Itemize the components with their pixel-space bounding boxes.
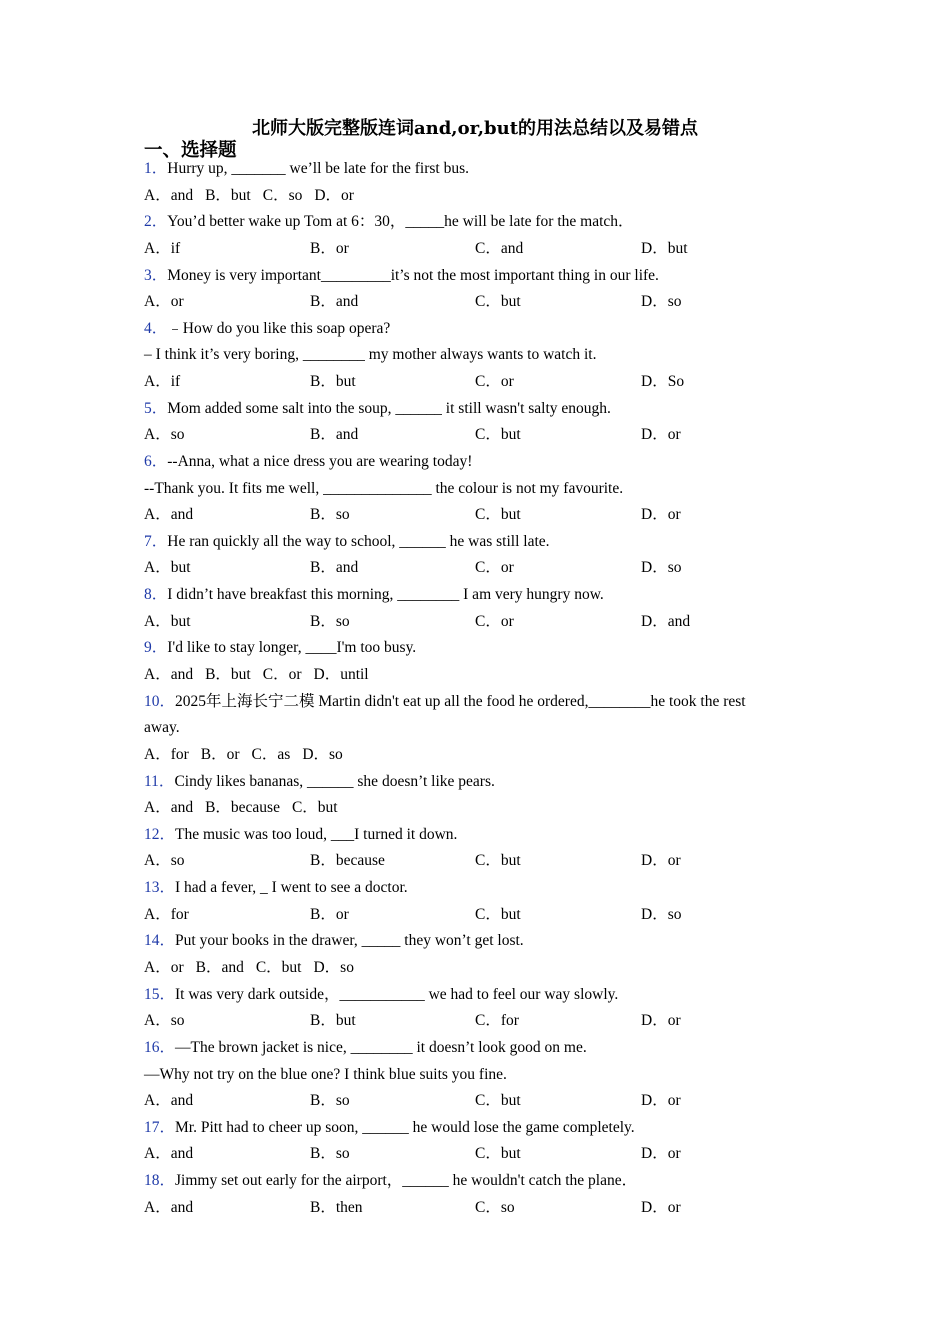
question-number: 4． (144, 319, 168, 337)
question-text: I didn’t have breakfast this morning, ________ I am very hungry now. (167, 586, 604, 604)
answer-option[interactable]: B．and (310, 293, 359, 311)
answer-option[interactable]: A．and (144, 665, 194, 683)
answer-option[interactable]: A．but (144, 612, 191, 630)
question-number: 18． (144, 1172, 176, 1190)
answer-option[interactable]: C．or (475, 372, 514, 390)
answer-option[interactable]: B．so (310, 1092, 350, 1109)
answer-option[interactable]: B．so (310, 506, 350, 523)
answer-option[interactable]: B．because (310, 852, 385, 870)
answer-option[interactable]: D．so (302, 745, 343, 763)
question-stem (144, 982, 804, 1008)
answer-option[interactable]: D．or (641, 426, 681, 444)
answer-option[interactable]: B．or (310, 905, 349, 923)
answer-option[interactable]: B．but (310, 1012, 356, 1030)
question-text: You’d better wake up Tom at 6：30，_____he will be late for the match． (167, 213, 634, 231)
answer-option[interactable]: A．and (144, 506, 194, 523)
question-number: 12． (144, 825, 176, 843)
answer-option[interactable]: A．so (144, 852, 185, 870)
question-text: Put your books in the drawer, _____ they won’t get lost. (175, 932, 524, 950)
answer-option[interactable]: C．but (255, 958, 302, 976)
answer-option[interactable]: D．so (641, 905, 682, 923)
answer-option[interactable]: D．or (641, 1092, 681, 1109)
question-text: away. (144, 719, 180, 737)
answer-option[interactable]: D．or (314, 186, 354, 204)
answer-option[interactable]: A．and (144, 186, 194, 204)
answer-option[interactable]: A．for (144, 745, 189, 763)
question-number: 6． (144, 453, 168, 470)
answer-option[interactable]: B．or (200, 745, 240, 763)
answer-option[interactable]: A．and (144, 1198, 194, 1216)
options-row (144, 955, 804, 981)
question-stem (144, 1115, 804, 1141)
question-text: Money is very important_________it’s not the most important thing in our life. (167, 266, 659, 284)
options-row (144, 236, 804, 262)
answer-option[interactable]: B．because (205, 799, 280, 816)
question-text: Mom added some salt into the soup, ______ it still wasn't salty enough. (167, 399, 611, 417)
answer-option[interactable]: B．so (310, 612, 350, 630)
question-number: 3． (144, 266, 168, 284)
answer-option[interactable]: D．so (641, 559, 682, 577)
answer-option[interactable]: A．and (144, 1092, 194, 1109)
answer-option[interactable]: A．or (144, 958, 184, 976)
answer-option[interactable]: C．for (475, 1012, 519, 1030)
question-stem (144, 928, 804, 954)
question-stem (144, 156, 804, 182)
question-text: 2025年上海长宁二模 Martin didn't eat up all the food he ordered,________he took the rest (175, 692, 746, 710)
answer-option[interactable]: A．and (144, 1145, 194, 1163)
options-row (144, 742, 804, 768)
question-text: Jimmy set out early for the airport，______ he wouldn't catch the plane． (175, 1172, 638, 1190)
options-row (144, 902, 804, 928)
answer-option[interactable]: A．but (144, 559, 191, 577)
question-stem (144, 822, 804, 848)
answer-option[interactable]: A．or (144, 293, 184, 311)
question-text: Mr. Pitt had to cheer up soon, ______ he would lose the game completely. (175, 1118, 635, 1136)
question-stem (144, 449, 804, 475)
answer-option[interactable]: C．but (475, 506, 521, 523)
question-stem (144, 1035, 804, 1061)
question-stem-continued (144, 476, 804, 502)
answer-option[interactable]: C．but (475, 905, 521, 923)
answer-option[interactable]: A．and (144, 799, 194, 816)
answer-option[interactable]: D．so (313, 958, 354, 976)
answer-option[interactable]: D．and (641, 612, 691, 630)
question-number: 5． (144, 399, 168, 417)
question-text: I had a fever, _ I went to see a doctor. (175, 879, 408, 897)
question-text: --Thank you. It fits me well, ______________ the colour is not my favourite. (144, 479, 624, 497)
question-text: It was very dark outside，___________ we had to feel our way slowly. (175, 985, 619, 1003)
question-stem (144, 316, 804, 342)
question-text: —Why not try on the blue one? I think blue suits you fine. (144, 1065, 507, 1083)
question-stem (144, 529, 804, 555)
question-stem-continued (144, 342, 804, 368)
question-text: Cindy likes bananas, ______ she doesn’t like pears. (174, 772, 495, 790)
answer-option[interactable]: D．So (641, 372, 685, 390)
options-row (144, 1141, 804, 1167)
question-number: 10． (144, 692, 176, 710)
answer-option[interactable]: C．or (475, 559, 514, 577)
answer-option[interactable]: A．so (144, 426, 185, 444)
question-stem (144, 396, 804, 422)
options-row (144, 369, 804, 395)
question-stem (144, 875, 804, 901)
answer-option[interactable]: A．for (144, 905, 189, 923)
question-number: 14． (144, 932, 176, 950)
answer-option[interactable]: C．but (475, 293, 521, 311)
question-stem-continued (144, 1062, 804, 1088)
options-row (144, 1195, 804, 1221)
question-stem (144, 209, 804, 235)
answer-option[interactable]: A．if (144, 372, 181, 390)
options-row (144, 183, 804, 209)
answer-option[interactable]: B．and (195, 958, 244, 976)
question-stem (144, 635, 804, 661)
options-row (144, 662, 804, 688)
answer-option[interactable]: B．but (310, 372, 356, 390)
answer-option[interactable]: C．so (262, 186, 303, 204)
options-row (144, 1008, 804, 1034)
options-row (144, 502, 804, 528)
options-row (144, 848, 804, 874)
answer-option[interactable]: C．but (475, 852, 521, 870)
answer-option[interactable]: D．but (641, 239, 688, 257)
question-stem-continued (144, 715, 804, 741)
answer-option[interactable]: B．so (310, 1145, 350, 1163)
answer-option[interactable]: B．and (310, 559, 359, 577)
answer-option[interactable]: D．or (641, 506, 681, 523)
answer-option[interactable]: B．or (310, 239, 349, 257)
answer-option[interactable]: D．or (641, 1145, 681, 1163)
answer-option[interactable]: D．or (641, 852, 681, 870)
answer-option[interactable]: C．as (251, 745, 291, 763)
question-stem (144, 582, 804, 608)
question-number: 17． (144, 1118, 176, 1136)
answer-option[interactable]: C．and (475, 239, 524, 257)
question-text: ﹣How do you like this soap opera? (167, 319, 391, 337)
answer-option[interactable]: C．but (475, 1092, 521, 1109)
answer-option[interactable]: B．and (310, 426, 359, 444)
answer-option[interactable]: A．if (144, 239, 181, 257)
question-text: He ran quickly all the way to school, ______ he was still late. (167, 532, 550, 550)
answer-option[interactable]: D．or (641, 1198, 681, 1216)
question-text: --Anna, what a nice dress you are wearing today! (167, 453, 473, 470)
question-number: 13． (144, 879, 176, 897)
options-row (144, 795, 804, 821)
options-row (144, 555, 804, 581)
section-heading: 一、选择题 (144, 140, 237, 161)
question-text: – I think it’s very boring, ________ my mother always wants to watch it. (144, 346, 597, 364)
question-stem (144, 689, 804, 715)
answer-option[interactable]: B．but (205, 665, 251, 683)
options-row (144, 289, 804, 315)
question-stem (144, 263, 804, 289)
question-text: I'd like to stay longer, ____I'm too busy. (167, 639, 417, 657)
answer-option[interactable]: B．but (205, 186, 251, 204)
options-row (144, 1088, 804, 1114)
answer-option[interactable]: C．but (475, 1145, 521, 1163)
answer-option[interactable]: D．so (641, 293, 682, 311)
question-number: 2． (144, 213, 168, 231)
question-number: 9． (144, 639, 168, 657)
question-text: Hurry up, _______ we’ll be late for the first bus. (167, 160, 470, 177)
question-number: 1． (144, 160, 168, 177)
question-number: 11． (144, 772, 175, 790)
answer-option[interactable]: B．then (310, 1198, 363, 1216)
question-number: 15． (144, 985, 176, 1003)
document-title: 北师大版完整版连词and,or,but的用法总结以及易错点 (251, 118, 699, 139)
options-row (144, 609, 804, 635)
question-stem (144, 769, 804, 795)
answer-option[interactable]: C．so (475, 1198, 515, 1216)
question-text: The music was too loud, ___I turned it down. (175, 825, 458, 843)
question-stem (144, 1168, 804, 1194)
answer-option[interactable]: D．until (313, 665, 369, 683)
answer-option[interactable]: C．but (475, 426, 521, 444)
question-number: 8． (144, 586, 168, 604)
answer-option[interactable]: C．but (291, 799, 338, 816)
question-text: —The brown jacket is nice, ________ it doesn’t look good on me. (175, 1039, 587, 1056)
answer-option[interactable]: D．or (641, 1012, 681, 1030)
question-number: 16． (144, 1039, 176, 1056)
answer-option[interactable]: C．or (262, 665, 302, 683)
answer-option[interactable]: C．or (475, 612, 514, 630)
answer-option[interactable]: A．so (144, 1012, 185, 1030)
question-number: 7． (144, 532, 168, 550)
options-row (144, 422, 804, 448)
